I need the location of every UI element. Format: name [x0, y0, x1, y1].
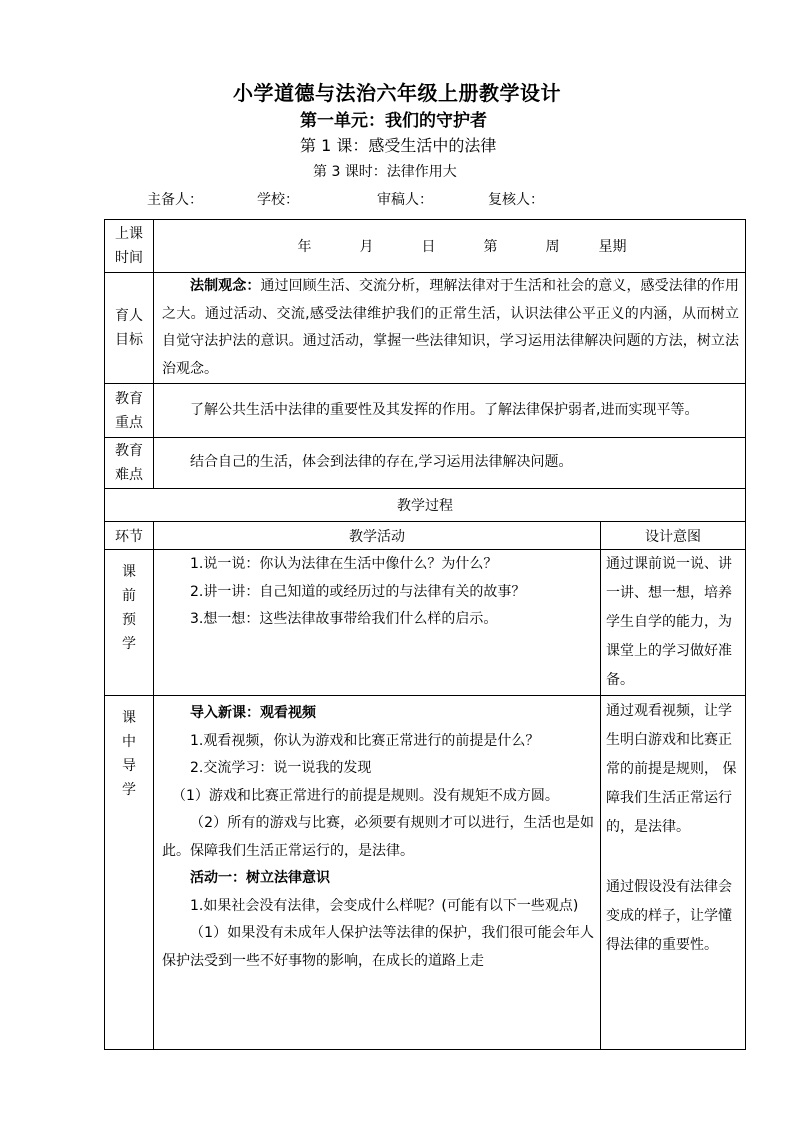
difficulty-label: 教育 难点	[105, 438, 154, 489]
difficulty-content	[154, 438, 746, 489]
role-drafter: 审稿人：	[377, 192, 433, 208]
focus-text: 了解公共生活中法律的重要性及其发挥的作用。了解法律保护弱者,进而实现平等。	[190, 401, 699, 418]
class-time-row	[105, 220, 746, 273]
intro-point-2: （2）所有的游戏与比赛，必须要有规则才可以进行，生活也是如此。保障我们生活正常运行的，是法律。	[162, 815, 594, 859]
guide-activities	[154, 696, 601, 1050]
activity1-heading: 活动一：树立法律意识	[190, 870, 330, 886]
goals-text: 通过回顾生活、交流分析，理解法律对于生活和社会的意义，感受法律的作用之大。通过活动、交流,感受法律维护我们的正常生活，认识法律公平正义的内涵，从而树立自觉守法护法的意识。通过活动，掌握一些法律知识，学习运用法律解决问题的方法，树立法治观念。	[162, 278, 740, 377]
date-week-prefix: 第	[483, 239, 498, 255]
difficulty-text: 结合自己的生活，体会到法律的存在,学习运用法律解决问题。	[190, 454, 573, 471]
role-preparer: 主备人：	[147, 192, 203, 208]
preview-item-3: 3.想一想：这些法律故事带给我们什么样的启示。	[190, 611, 498, 627]
focus-row	[105, 384, 746, 438]
preview-item-1: 1.说一说：你认为法律在生活中像什么？为什么？	[190, 556, 498, 572]
preview-item-2: 2.讲一讲：自己知道的或经历过的与法律有关的故事？	[190, 583, 526, 600]
intro-point-1: （1）游戏和比赛正常进行的前提是规则。没有规矩不成方圆。	[172, 787, 559, 804]
activity1-point-1: （1）如果没有未成年人保护法等法律的保护，我们很可能会年人保护法受到一些不好事物的影响，在成长的道路上走	[162, 925, 594, 969]
focus-content	[154, 384, 746, 438]
preview-intent: 通过课前说一说、讲一讲、想一想，培养学生自学的能力，为课堂上的学习做好准备。	[601, 550, 746, 696]
date-day: 日	[421, 239, 436, 255]
document-title: 小学道德与法治六年级上册教学设计	[233, 81, 561, 105]
lesson-plan-table	[104, 219, 746, 1050]
date-month: 月	[359, 239, 374, 255]
process-title-row	[105, 489, 746, 522]
class-time-value	[154, 220, 746, 273]
role-reviewer: 复核人：	[488, 192, 544, 208]
goals-label: 育人 目标	[105, 273, 154, 384]
guide-row	[105, 696, 746, 1050]
difficulty-row	[105, 438, 746, 489]
preview-label: 课 前 预 学	[105, 550, 154, 696]
col-header-stage: 环节	[105, 522, 154, 550]
goals-row	[105, 273, 746, 384]
role-school: 学校：	[257, 192, 299, 208]
focus-label: 教育 重点	[105, 384, 154, 438]
lesson-title: 第 1 课：感受生活中的法律	[300, 136, 497, 155]
class-time-label: 上课 时间	[105, 220, 154, 273]
intro-heading: 导入新课：观看视频	[190, 705, 316, 721]
date-year: 年	[297, 239, 312, 255]
process-title: 教学过程	[105, 489, 746, 522]
guide-intent-2: 通过假设没有法律会变成的样子，让学懂得法律的重要性。	[606, 879, 732, 953]
period-title: 第 3 课时：法律作用大	[313, 164, 457, 180]
guide-label: 课 中 导 学	[105, 696, 154, 1050]
preview-row	[105, 550, 746, 696]
column-header-row	[105, 522, 746, 550]
col-header-intent: 设计意图	[601, 522, 746, 550]
intro-line-2: 2.交流学习：说一说我的发现	[190, 760, 372, 776]
guide-intent	[601, 696, 746, 1050]
date-week: 周	[545, 239, 560, 255]
goals-content	[154, 273, 746, 384]
intro-line-1: 1.观看视频，你认为游戏和比赛正常进行的前提是什么？	[190, 732, 540, 749]
goals-heading: 法制观念：	[190, 278, 261, 294]
date-weekday: 星期	[598, 239, 627, 255]
unit-title: 第一单元：我们的守护者	[300, 111, 487, 131]
preview-activities	[154, 550, 601, 696]
activity1-question: 1.如果社会没有法律，会变成什么样呢？(可能有以下一些观点)	[190, 897, 579, 914]
guide-intent-1: 通过观看视频，让学生明白游戏和比赛正常的前提是规则， 保障我们生活正常运行的，是法律。	[606, 703, 737, 835]
col-header-activity: 教学活动	[154, 522, 601, 550]
